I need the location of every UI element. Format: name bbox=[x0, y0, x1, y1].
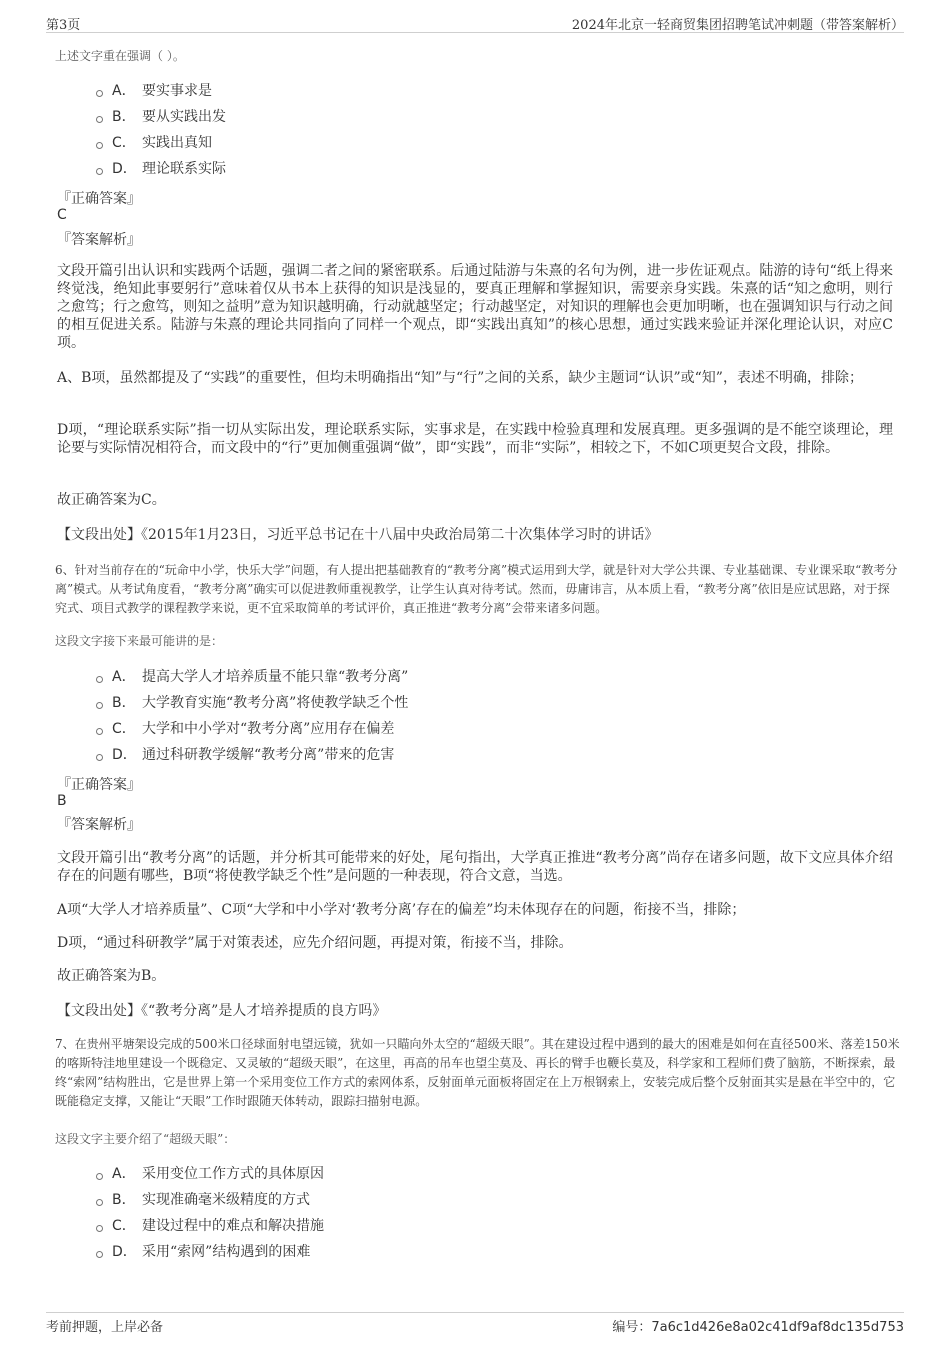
question-6-prompt: 这段文字接下来最可能讲的是： bbox=[55, 634, 224, 648]
radio-icon[interactable] bbox=[96, 168, 103, 175]
analysis-paragraph: 故正确答案为C。 bbox=[57, 492, 166, 508]
analysis-paragraph: D项，“通过科研教学”属于对策表述，应先介绍问题，再提对策，衔接不当，排除。 bbox=[57, 935, 573, 951]
question-5-options bbox=[96, 78, 226, 182]
source-citation: 【文段出处】《“教考分离”是人才培养提质的良方吗》 bbox=[57, 1003, 387, 1019]
analysis-paragraph: 文段开篇引出“教考分离”的话题，并分析其可能带来的好处，尾句指出，大学真正推进“教考分离”尚存在诸多问题，故下文应具体介绍存在的问题有哪些，B项“将使教学缺乏个性”是问题的一种表现，符合文意，当选。 bbox=[57, 850, 893, 884]
radio-icon[interactable] bbox=[96, 754, 103, 761]
radio-icon[interactable] bbox=[96, 1225, 103, 1232]
analysis-paragraph: 文段开篇引出认识和实践两个话题，强调二者之间的紧密联系。后通过陆游与朱熹的名句为例，进一步佐证观点。陆游的诗句“纸上得来终觉浅，绝知此事要躬行”意味着仅从书本上获得的知识是浅显的，要真正理解和掌握知识，需要亲身实践。朱熹的话“知之愈明，则行之愈笃；行之愈笃，则知之益明”意为知识越明确，行动就越坚定；行动越坚定，对知识的理解也会更加明晰，也在强调知识与行动之间的相互促进关系。陆游与朱熹的理论共同指向了同样一个观点，即“实践出真知”的核心思想，通过实践来验证并深化理论认识，对应C项。 bbox=[57, 263, 893, 351]
document-code-value: 7a6c1d426e8a02c41df9af8dc135d753 bbox=[651, 1320, 904, 1335]
option-d[interactable]: D． 理论联系实际 bbox=[96, 156, 226, 182]
answer-value: C bbox=[57, 207, 67, 223]
option-d[interactable]: D． 通过科研教学缓解“教考分离”带来的危害 bbox=[96, 742, 408, 768]
radio-icon[interactable] bbox=[96, 1251, 103, 1258]
radio-icon[interactable] bbox=[96, 728, 103, 735]
option-a[interactable]: A． 采用变位工作方式的具体原因 bbox=[96, 1161, 324, 1187]
answer-label: 『正确答案』 bbox=[57, 191, 141, 207]
option-c[interactable]: C． 实践出真知 bbox=[96, 130, 226, 156]
question-6-stem: 6、针对当前存在的“玩命中小学，快乐大学”问题，有人提出把基础教育的“教考分离”模式运用到大学，就是针对大学公共课、专业基础课、专业课采取“教考分离”模式。从考试角度看，“教考分离”确实可以促进教师重视教学，让学生认真对待考试。然而，毋庸讳言，从本质上看，“教考分离”依旧是应试思路，对于探究式、项目式教学的课程教学来说，更不宜采取简单的考试评价，真正推进“教考分离”会带来诸多问题。 bbox=[55, 563, 898, 615]
analysis-label: 『答案解析』 bbox=[57, 817, 141, 833]
option-b[interactable]: B． 大学教育实施“教考分离”将使教学缺乏个性 bbox=[96, 690, 408, 716]
radio-icon[interactable] bbox=[96, 142, 103, 149]
radio-icon[interactable] bbox=[96, 676, 103, 683]
option-c[interactable]: C． 建设过程中的难点和解决措施 bbox=[96, 1213, 324, 1239]
page-header bbox=[46, 12, 904, 33]
analysis-label: 『答案解析』 bbox=[57, 232, 141, 248]
radio-icon[interactable] bbox=[96, 90, 103, 97]
radio-icon[interactable] bbox=[96, 1173, 103, 1180]
radio-icon[interactable] bbox=[96, 1199, 103, 1206]
radio-icon[interactable] bbox=[96, 116, 103, 123]
document-code bbox=[612, 1316, 904, 1335]
footer-slogan: 考前押题，上岸必备 bbox=[46, 1320, 164, 1335]
question-7-stem: 7、在贵州平塘架设完成的500米口径球面射电望远镜，犹如一只瞄向外太空的“超级天眼”。其在建设过程中遇到的最大的困难是如何在直径500米、落差150米的喀斯特洼地里建设一个既稳定、又灵敏的“超级天眼”，在这里，再高的吊车也望尘莫及、再长的臂手也鞭长莫及，科学家和工程师们费了脑筋，不断探索，最终“索网”结构胜出，它是世界上第一个采用变位工作方式的索网体系，反射面单元面板将固定在上万根钢索上，安装完成后整个反射面其实是悬在半空中的，它既能稳定支撑，又能让“天眼”工作时跟随天体转动，跟踪扫描射电源。 bbox=[55, 1037, 900, 1108]
answer-value: B bbox=[57, 793, 67, 809]
question-7-prompt: 这段文字主要介绍了“超级天眼”： bbox=[55, 1132, 236, 1146]
option-a[interactable]: A． 提高大学人才培养质量不能只靠“教考分离” bbox=[96, 664, 408, 690]
analysis-paragraph: D项，“理论联系实际”指一切从实际出发，理论联系实际，实事求是，在实践中检验真理和发展真理。更多强调的是不能空谈理论，理论要与实际情况相符合，而文段中的“行”更加侧重强调“做”，即“实践”，而非“实际”，相较之下，不如C项更契合文段，排除。 bbox=[57, 422, 893, 456]
question-5-stem-tail: 上述文字重在强调（ ）。 bbox=[55, 49, 185, 63]
analysis-paragraph: A项“大学人才培养质量”、C项“大学和中小学对‘教考分离’存在的偏差”均未体现存在的问题，衔接不当，排除； bbox=[57, 902, 746, 918]
option-a[interactable]: A． 要实事求是 bbox=[96, 78, 226, 104]
analysis-paragraph: A、B项，虽然都提及了“实践”的重要性，但均未明确指出“知”与“行”之间的关系，缺少主题词“认识”或“知”，表述不明确，排除； bbox=[57, 370, 863, 386]
answer-label: 『正确答案』 bbox=[57, 777, 141, 793]
option-c[interactable]: C． 大学和中小学对“教考分离”应用存在偏差 bbox=[96, 716, 408, 742]
question-6-options bbox=[96, 664, 408, 768]
option-d[interactable]: D． 采用“索网”结构遇到的困难 bbox=[96, 1239, 324, 1265]
option-b[interactable]: B． 要从实践出发 bbox=[96, 104, 226, 130]
option-b[interactable]: B． 实现准确毫米级精度的方式 bbox=[96, 1187, 324, 1213]
source-citation: 【文段出处】《2015年1月23日，习近平总书记在十八届中央政治局第二十次集体学习时的讲话》 bbox=[57, 527, 659, 543]
document-title: 2024年北京一轻商贸集团招聘笔试冲刺题（带答案解析） bbox=[571, 18, 904, 33]
document-code-label: 编号： bbox=[612, 1320, 652, 1335]
question-7-options bbox=[96, 1161, 324, 1265]
analysis-paragraph: 故正确答案为B。 bbox=[57, 968, 166, 984]
radio-icon[interactable] bbox=[96, 702, 103, 709]
page-footer bbox=[46, 1312, 904, 1335]
page-number: 第3页 bbox=[46, 18, 81, 33]
